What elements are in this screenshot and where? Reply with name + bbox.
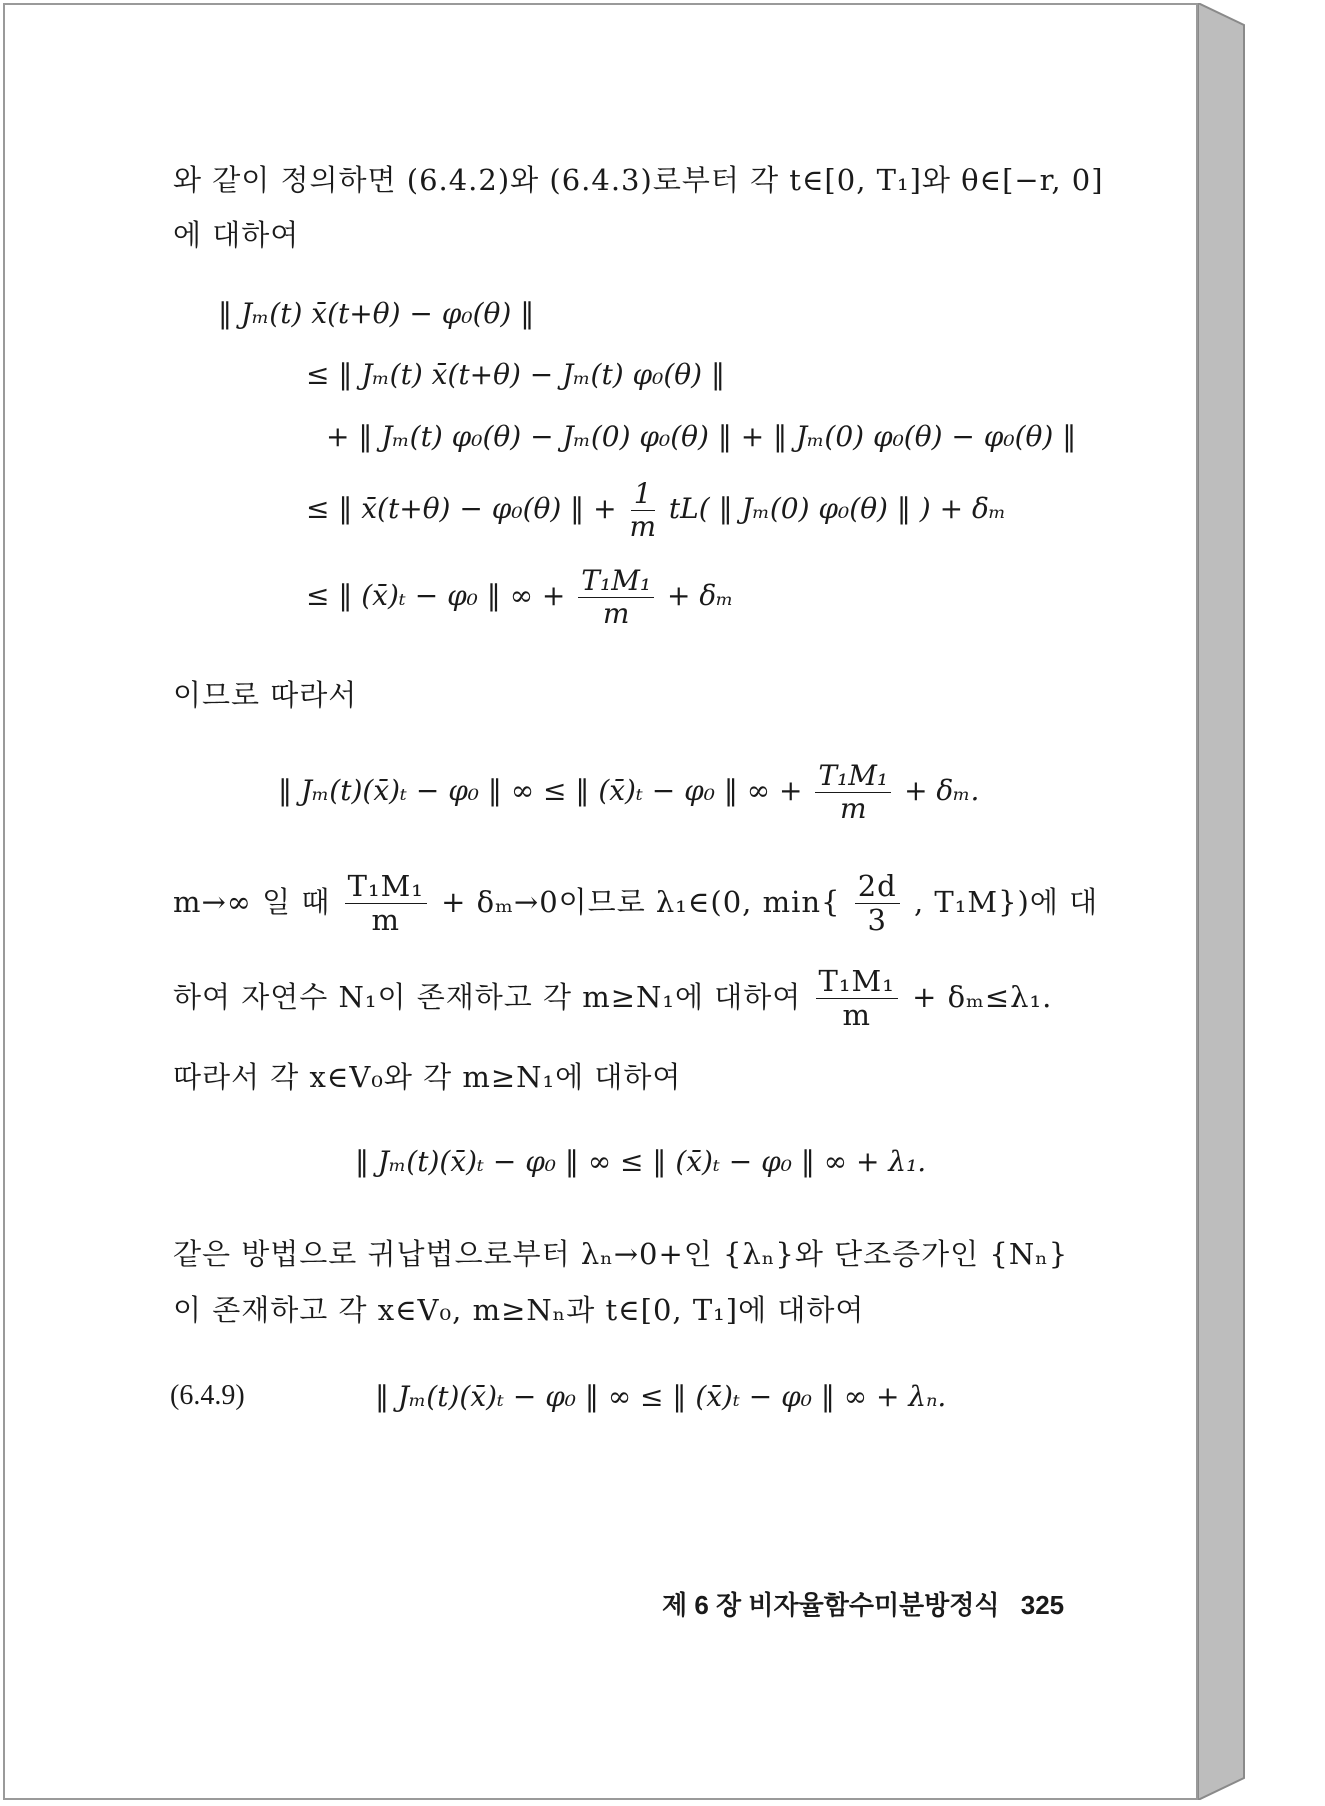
page-edge-shadow: [1198, 3, 1248, 1800]
equation-2: [278, 760, 979, 825]
chapter-title: 제 6 장 비자율함수미분방정식: [662, 1590, 1000, 1620]
fraction-numerator: T₁M₁: [815, 760, 891, 793]
equation-4: ‖ Jₘ(t)(x̄)ₜ − φ₀ ‖ ∞ ≤ ‖ (x̄)ₜ − φ₀ ‖ ∞ + λₙ.: [375, 1380, 947, 1413]
equation-line-4: [306, 478, 1006, 543]
text-line-condition-2: [173, 965, 1052, 1033]
text-line-condition-3: 따라서 각 x∈V₀와 각 m≥N₁에 대하여: [173, 1060, 682, 1094]
equation-2-right: + δₘ.: [904, 774, 980, 808]
equation-line-3: + ‖ Jₘ(t) φ₀(θ) − Jₘ(0) φ₀(θ) ‖ + ‖ Jₘ(0) φ₀(θ) − φ₀(θ) ‖: [326, 420, 1077, 453]
fraction-numerator: 2d: [855, 870, 900, 904]
fraction-numerator: T₁M₁: [345, 870, 427, 904]
equation-line-5-left: ≤ ‖ (x̄)ₜ − φ₀ ‖ ∞ +: [306, 579, 566, 613]
fraction-denominator: m: [371, 903, 401, 938]
fraction: [629, 478, 656, 543]
fraction-denominator: m: [602, 597, 630, 631]
text-line-therefore: 이므로 따라서: [173, 678, 358, 712]
condition-2-end: + δₘ≤λ₁.: [912, 979, 1053, 1014]
page-footer: [662, 1585, 1064, 1622]
fraction-denominator: m: [629, 510, 656, 544]
fraction: [578, 565, 654, 630]
equation-2-left: ‖ Jₘ(t)(x̄)ₜ − φ₀ ‖ ∞ ≤ ‖ (x̄)ₜ − φ₀ ‖ ∞ +: [278, 774, 803, 808]
equation-line-2: ≤ ‖ Jₘ(t) x̄(t+θ) − Jₘ(t) φ₀(θ) ‖: [306, 358, 725, 391]
fraction: [816, 965, 898, 1033]
condition-1-middle: + δₘ→0이므로 λ₁∈(0, min{: [441, 884, 841, 919]
text-line-induction-1: 같은 방법으로 귀납법으로부터 λₙ→0+인 {λₙ}와 단조증가인 {Nₙ}: [173, 1237, 1069, 1271]
equation-line-1: ‖ Jₘ(t) x̄(t+θ) − φ₀(θ) ‖: [218, 297, 535, 330]
fraction: [855, 870, 900, 938]
text-line-intro-2: 에 대하여: [173, 218, 300, 252]
equation-line-4-right: tL( ‖ Jₘ(0) φ₀(θ) ‖ ) + δₘ: [668, 492, 1006, 526]
fraction-denominator: m: [839, 792, 867, 826]
condition-2-start: 하여 자연수 N₁이 존재하고 각 m≥N₁에 대하여: [173, 979, 802, 1014]
text-line-induction-2: 이 존재하고 각 x∈V₀, m≥Nₙ과 t∈[0, T₁]에 대하여: [173, 1293, 865, 1327]
fraction: [815, 760, 891, 825]
text-line-condition-1: [173, 870, 1098, 938]
condition-1-start: m→∞ 일 때: [173, 884, 331, 919]
text-line-intro-1: 와 같이 정의하면 (6.4.2)와 (6.4.3)로부터 각 t∈[0, T₁]와 θ∈[−r, 0]: [173, 163, 1104, 197]
fraction-numerator: T₁M₁: [816, 965, 898, 999]
page-number: 325: [1020, 1590, 1065, 1620]
equation-line-5: [306, 565, 733, 630]
equation-line-5-right: + δₘ: [667, 579, 734, 613]
fraction-numerator: T₁M₁: [578, 565, 654, 598]
fraction-denominator: 3: [867, 903, 887, 938]
condition-1-end: , T₁M})에 대: [913, 884, 1099, 919]
equation-line-4-left: ≤ ‖ x̄(t+θ) − φ₀(θ) ‖ +: [306, 492, 617, 526]
fraction: [345, 870, 427, 938]
fraction-numerator: 1: [631, 478, 655, 511]
equation-3: ‖ Jₘ(t)(x̄)ₜ − φ₀ ‖ ∞ ≤ ‖ (x̄)ₜ − φ₀ ‖ ∞ + λ₁.: [355, 1145, 927, 1178]
equation-number: (6.4.9): [170, 1380, 245, 1411]
fraction-denominator: m: [842, 998, 871, 1033]
